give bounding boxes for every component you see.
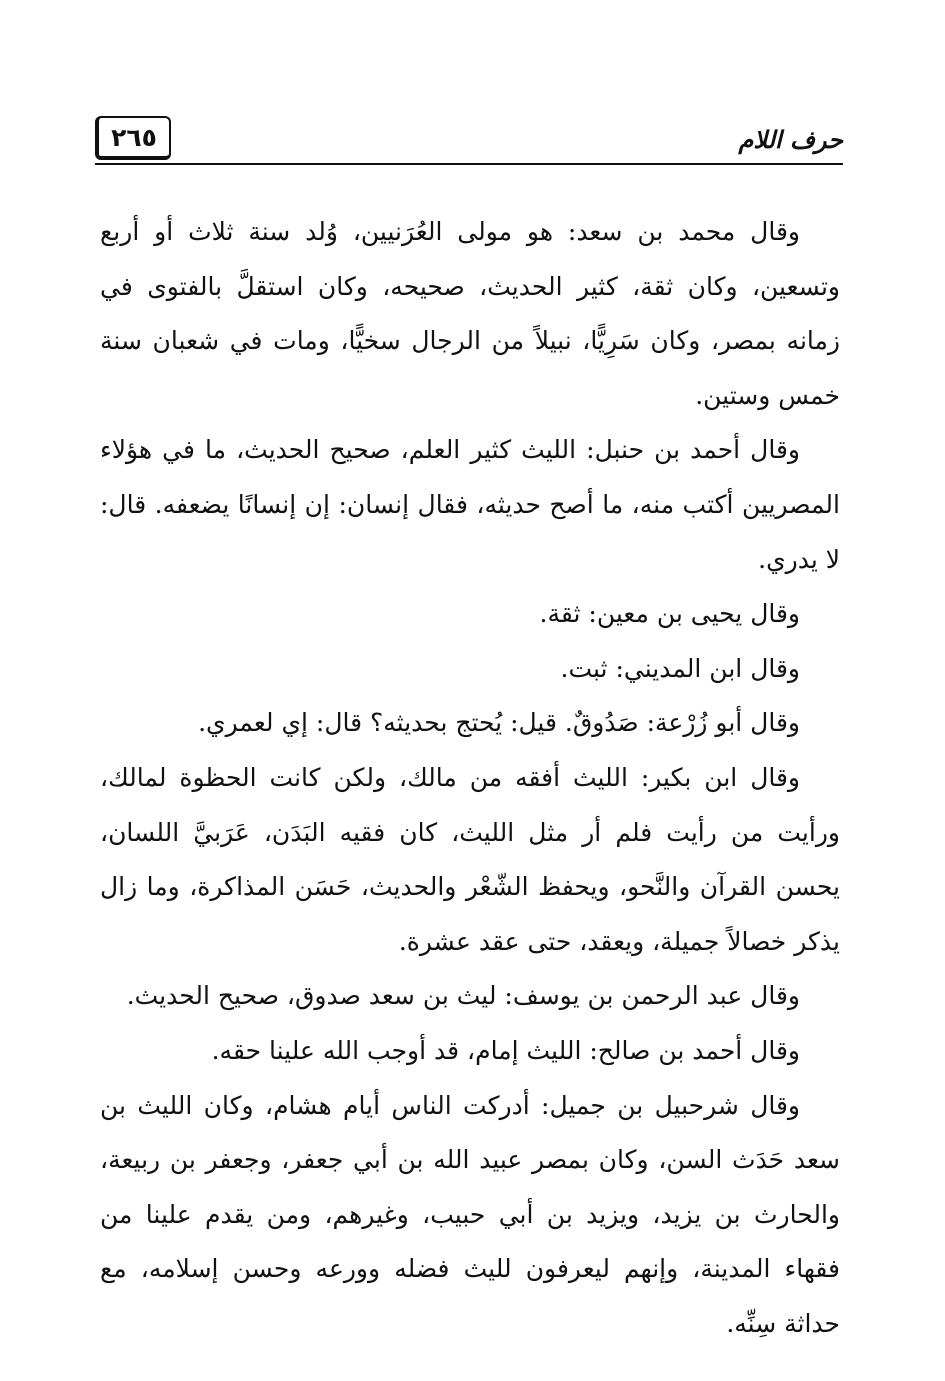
page-header bbox=[95, 110, 843, 168]
paragraph-ibn-bukayr: وقال ابن بكير: الليث أفقه من مالك، ولكن كانت الحظوة لمالك، ورأيت من رأيت فلم أر مثل الليث، كان فقيه البَدَن، عَرَبيَّ اللسان، يحسن القرآن والنَّحو، ويحفظ الشّعْر والحديث، حَسَن المذاكرة، وما زال يذكر خصالاً جميلة، ويعقد، حتى عقد عشرة. bbox=[100, 762, 840, 956]
header-divider bbox=[95, 163, 843, 165]
paragraph-yahya-ibn-main: وقال يحيى بن معين: ثقة. bbox=[539, 599, 800, 629]
body-text bbox=[100, 205, 840, 1351]
page-number: ٢٦٥ bbox=[95, 116, 171, 160]
paragraph-abu-zura: وقال أبو زُرْعة: صَدُوقٌ. قيل: يُحتج بحديثه؟ قال: إي لعمري. bbox=[198, 708, 800, 738]
paragraph-ibn-al-madini: وقال ابن المديني: ثبت. bbox=[560, 653, 800, 683]
paragraph-ahmad-ibn-salih: وقال أحمد بن صالح: الليث إمام، قد أوجب الله علينا حقه. bbox=[211, 1035, 800, 1065]
running-title: حرف اللام bbox=[738, 126, 843, 154]
paragraph-shurahbil-ibn-jamil: وقال شرحبيل بن جميل: أدركت الناس أيام هشام، وكان الليث بن سعد حَدَث السن، وكان بمصر عبيد الله بن أبي جعفر، وجعفر بن ربيعة، والحارث بن يزيد، ويزيد بن أبي حبيب، وغيرهم، ومن يقدم علينا من فقهاء المدينة، وإنهم ليعرفون لليث فضله وورعه وحسن إسلامه، مع حداثة سِنِّه. bbox=[100, 1090, 840, 1338]
paragraph-ibn-saad: وقال محمد بن سعد: هو مولى العُرَنيين، وُلد سنة ثلاث أو أربع وتسعين، وكان ثقة، كثير الحديث، صحيحه، وكان استقلَّ بالفتوى في زمانه بمصر، وكان سَرِيًّا، نبيلاً من الرجال سخيًّا، ومات في شعبان سنة خمس وستين. bbox=[100, 217, 840, 410]
paragraph-abd-al-rahman-ibn-yusuf: وقال عبد الرحمن بن يوسف: ليث بن سعد صدوق، صحيح الحديث. bbox=[126, 981, 800, 1011]
paragraph-ahmad-ibn-hanbal: وقال أحمد بن حنبل: الليث كثير العلم، صحيح الحديث، ما في هؤلاء المصريين أكتب منه، ما أصح حديثه، فقال إنسان: إن إنسانًا يضعفه. قال: لا يدري. bbox=[100, 435, 840, 574]
